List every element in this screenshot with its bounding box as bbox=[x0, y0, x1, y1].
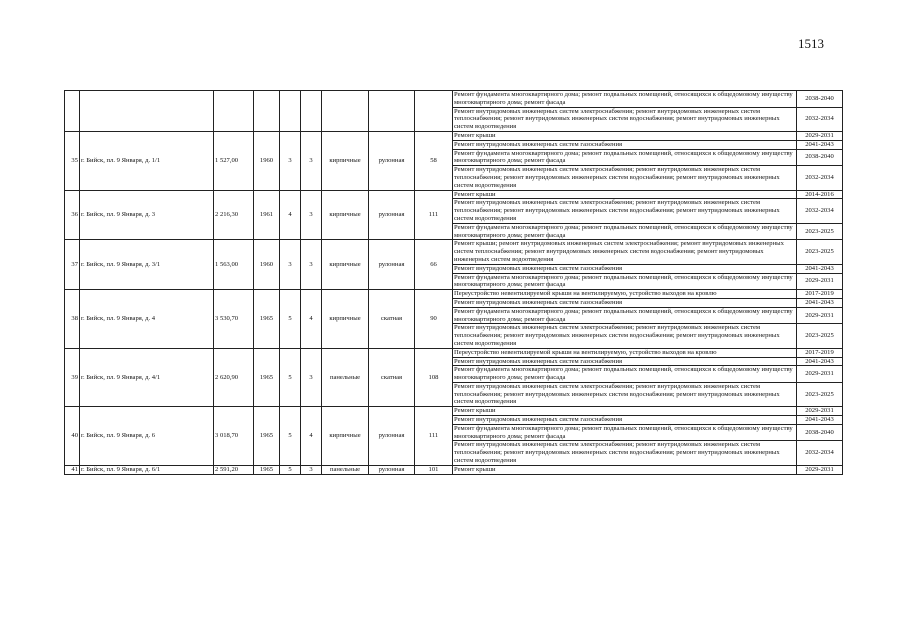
roof-type: скатная bbox=[369, 348, 415, 407]
work-description: Ремонт фундамента многоквартирного дома; ремонт подвальных помещений, относящихся к общедомовому имуществу многоквартирного дома; ремонт фасада bbox=[453, 91, 797, 108]
row-number: 39 bbox=[65, 348, 80, 407]
work-period: 2017-2019 bbox=[797, 290, 843, 299]
work-description: Ремонт внутридомовых инженерных систем электроснабжения; ремонт внутридомовых инженерных систем теплоснабжения; ремонт внутридомовых инженерных систем водоснабжения; ремонт внутридомовых инженерных систем водоотведения bbox=[453, 166, 797, 190]
resident-count: 90 bbox=[415, 290, 453, 349]
page-number: 1513 bbox=[798, 36, 824, 51]
roof-type: рулонная bbox=[369, 190, 415, 240]
roof-type: скатная bbox=[369, 290, 415, 349]
work-description: Ремонт внутридомовых инженерных систем электроснабжения; ремонт внутридомовых инженерных систем теплоснабжения; ремонт внутридомовых инженерных систем водоснабжения; ремонт внутридомовых инженерных систем водоотведения bbox=[453, 382, 797, 406]
build-year: 1960 bbox=[254, 131, 280, 190]
entrance-count: 3 bbox=[301, 131, 322, 190]
roof-type: рулонная bbox=[369, 465, 415, 474]
work-description: Ремонт внутридомовых инженерных систем газоснабжения bbox=[453, 140, 797, 149]
work-description: Ремонт фундамента многоквартирного дома; ремонт подвальных помещений, относящихся к общедомовому имуществу многоквартирного дома; ремонт фасада bbox=[453, 366, 797, 383]
resident-count: 58 bbox=[415, 131, 453, 190]
roof-type: рулонная bbox=[369, 240, 415, 290]
row-number: 37 bbox=[65, 240, 80, 290]
work-description: Ремонт внутридомовых инженерных систем электроснабжения; ремонт внутридомовых инженерных систем теплоснабжения; ремонт внутридомовых инженерных систем водоснабжения; ремонт внутридомовых инженерных систем водоотведения bbox=[453, 199, 797, 223]
empty-cell bbox=[80, 91, 214, 132]
empty-cell bbox=[322, 91, 369, 132]
table-row bbox=[65, 91, 843, 108]
entrance-count: 3 bbox=[301, 465, 322, 474]
work-period: 2041-2043 bbox=[797, 416, 843, 425]
wall-material: кирпичные bbox=[322, 240, 369, 290]
table-row bbox=[65, 465, 843, 474]
building-address: г. Бийск, пл. 9 Января, д. 6/1 bbox=[80, 465, 214, 474]
entrance-count: 3 bbox=[301, 240, 322, 290]
entrance-count: 4 bbox=[301, 407, 322, 466]
work-description: Ремонт крыши bbox=[453, 131, 797, 140]
resident-count: 66 bbox=[415, 240, 453, 290]
resident-count: 111 bbox=[415, 407, 453, 466]
work-description: Ремонт крыши bbox=[453, 407, 797, 416]
floor-count: 5 bbox=[280, 407, 301, 466]
work-period: 2032-2034 bbox=[797, 107, 843, 131]
work-period: 2041-2043 bbox=[797, 264, 843, 273]
wall-material: панельные bbox=[322, 465, 369, 474]
wall-material: кирпичные bbox=[322, 190, 369, 240]
work-period: 2029-2031 bbox=[797, 273, 843, 290]
build-year: 1965 bbox=[254, 290, 280, 349]
work-period: 2023-2025 bbox=[797, 240, 843, 264]
table-row bbox=[65, 240, 843, 264]
building-address: г. Бийск, пл. 9 Января, д. 4/1 bbox=[80, 348, 214, 407]
work-description: Ремонт внутридомовых инженерных систем электроснабжения; ремонт внутридомовых инженерных систем теплоснабжения; ремонт внутридомовых инженерных систем водоснабжения; ремонт внутридомовых инженерных систем водоотведения bbox=[453, 107, 797, 131]
building-area: 1 563,00 bbox=[214, 240, 254, 290]
building-area: 1 527,00 bbox=[214, 131, 254, 190]
roof-type: рулонная bbox=[369, 131, 415, 190]
build-year: 1961 bbox=[254, 190, 280, 240]
work-period: 2023-2025 bbox=[797, 223, 843, 240]
work-period: 2032-2034 bbox=[797, 441, 843, 465]
resident-count: 101 bbox=[415, 465, 453, 474]
work-description: Ремонт фундамента многоквартирного дома; ремонт подвальных помещений, относящихся к общедомовому имуществу многоквартирного дома; ремонт фасада bbox=[453, 307, 797, 324]
entrance-count: 4 bbox=[301, 290, 322, 349]
resident-count: 108 bbox=[415, 348, 453, 407]
work-description: Ремонт фундамента многоквартирного дома; ремонт подвальных помещений, относящихся к общедомовому имуществу многоквартирного дома; ремонт фасада bbox=[453, 273, 797, 290]
work-period: 2032-2034 bbox=[797, 199, 843, 223]
work-period: 2023-2025 bbox=[797, 382, 843, 406]
capital-repair-table bbox=[64, 90, 843, 475]
build-year: 1965 bbox=[254, 348, 280, 407]
table-row bbox=[65, 190, 843, 199]
work-description: Ремонт внутридомовых инженерных систем электроснабжения; ремонт внутридомовых инженерных систем теплоснабжения; ремонт внутридомовых инженерных систем водоснабжения; ремонт внутридомовых инженерных систем водоотведения bbox=[453, 324, 797, 348]
building-area: 3 018,70 bbox=[214, 407, 254, 466]
work-period: 2038-2040 bbox=[797, 424, 843, 441]
work-description: Ремонт фундамента многоквартирного дома; ремонт подвальных помещений, относящихся к общедомовому имуществу многоквартирного дома; ремонт фасада bbox=[453, 424, 797, 441]
floor-count: 4 bbox=[280, 190, 301, 240]
row-number: 36 bbox=[65, 190, 80, 240]
work-period: 2032-2034 bbox=[797, 166, 843, 190]
empty-cell bbox=[280, 91, 301, 132]
building-address: г. Бийск, пл. 9 Января, д. 1/1 bbox=[80, 131, 214, 190]
work-period: 2029-2031 bbox=[797, 131, 843, 140]
entrance-count: 3 bbox=[301, 190, 322, 240]
work-description: Ремонт крыши; ремонт внутридомовых инженерных систем электроснабжения; ремонт внутридомовых инженерных систем теплоснабжения; ремонт внутридомовых инженерных систем водоснабжения; ремонт внутридомовых инженерных систем водоотведения bbox=[453, 240, 797, 264]
work-period: 2041-2043 bbox=[797, 140, 843, 149]
empty-cell bbox=[65, 91, 80, 132]
work-description: Ремонт внутридомовых инженерных систем газоснабжения bbox=[453, 416, 797, 425]
work-period: 2029-2031 bbox=[797, 366, 843, 383]
work-description: Ремонт крыши bbox=[453, 190, 797, 199]
work-period: 2041-2043 bbox=[797, 357, 843, 366]
work-description: Ремонт фундамента многоквартирного дома; ремонт подвальных помещений, относящихся к общедомовому имуществу многоквартирного дома; ремонт фасада bbox=[453, 149, 797, 166]
table-body bbox=[65, 91, 843, 475]
empty-cell bbox=[214, 91, 254, 132]
floor-count: 5 bbox=[280, 290, 301, 349]
building-address: г. Бийск, пл. 9 Января, д. 6 bbox=[80, 407, 214, 466]
build-year: 1965 bbox=[254, 465, 280, 474]
work-period: 2029-2031 bbox=[797, 407, 843, 416]
work-description: Ремонт крыши bbox=[453, 465, 797, 474]
wall-material: кирпичные bbox=[322, 407, 369, 466]
entrance-count: 3 bbox=[301, 348, 322, 407]
building-address: г. Бийск, пл. 9 Января, д. 4 bbox=[80, 290, 214, 349]
empty-cell bbox=[301, 91, 322, 132]
building-address: г. Бийск, пл. 9 Января, д. 3 bbox=[80, 190, 214, 240]
wall-material: кирпичные bbox=[322, 131, 369, 190]
work-description: Ремонт внутридомовых инженерных систем газоснабжения bbox=[453, 298, 797, 307]
row-number: 38 bbox=[65, 290, 80, 349]
building-area: 3 530,70 bbox=[214, 290, 254, 349]
work-description: Переустройство невентилируемой крыши на вентилируемую, устройство выходов на кровлю bbox=[453, 290, 797, 299]
floor-count: 5 bbox=[280, 348, 301, 407]
build-year: 1965 bbox=[254, 407, 280, 466]
table-row bbox=[65, 131, 843, 140]
work-period: 2029-2031 bbox=[797, 307, 843, 324]
floor-count: 5 bbox=[280, 465, 301, 474]
table-row bbox=[65, 348, 843, 357]
build-year: 1960 bbox=[254, 240, 280, 290]
empty-cell bbox=[254, 91, 280, 132]
work-description: Ремонт внутридомовых инженерных систем газоснабжения bbox=[453, 357, 797, 366]
building-area: 2 620,90 bbox=[214, 348, 254, 407]
table-row bbox=[65, 290, 843, 299]
table-row bbox=[65, 407, 843, 416]
building-area: 2 216,30 bbox=[214, 190, 254, 240]
work-period: 2041-2043 bbox=[797, 298, 843, 307]
roof-type: рулонная bbox=[369, 407, 415, 466]
floor-count: 3 bbox=[280, 131, 301, 190]
row-number: 41 bbox=[65, 465, 80, 474]
work-period: 2023-2025 bbox=[797, 324, 843, 348]
resident-count: 111 bbox=[415, 190, 453, 240]
empty-cell bbox=[369, 91, 415, 132]
row-number: 40 bbox=[65, 407, 80, 466]
building-address: г. Бийск, пл. 9 Января, д. 3/1 bbox=[80, 240, 214, 290]
wall-material: панельные bbox=[322, 348, 369, 407]
floor-count: 3 bbox=[280, 240, 301, 290]
work-description: Ремонт фундамента многоквартирного дома; ремонт подвальных помещений, относящихся к общедомовому имуществу многоквартирного дома; ремонт фасада bbox=[453, 223, 797, 240]
work-period: 2038-2040 bbox=[797, 91, 843, 108]
row-number: 35 bbox=[65, 131, 80, 190]
work-period: 2038-2040 bbox=[797, 149, 843, 166]
work-period: 2014-2016 bbox=[797, 190, 843, 199]
work-description: Ремонт внутридомовых инженерных систем электроснабжения; ремонт внутридомовых инженерных систем теплоснабжения; ремонт внутридомовых инженерных систем водоснабжения; ремонт внутридомовых инженерных систем водоотведения bbox=[453, 441, 797, 465]
work-description: Переустройство невентилируемой крыши на вентилируемую, устройство выходов на кровлю bbox=[453, 348, 797, 357]
work-period: 2029-2031 bbox=[797, 465, 843, 474]
work-description: Ремонт внутридомовых инженерных систем газоснабжения bbox=[453, 264, 797, 273]
building-area: 2 591,20 bbox=[214, 465, 254, 474]
empty-cell bbox=[415, 91, 453, 132]
work-period: 2017-2019 bbox=[797, 348, 843, 357]
wall-material: кирпичные bbox=[322, 290, 369, 349]
